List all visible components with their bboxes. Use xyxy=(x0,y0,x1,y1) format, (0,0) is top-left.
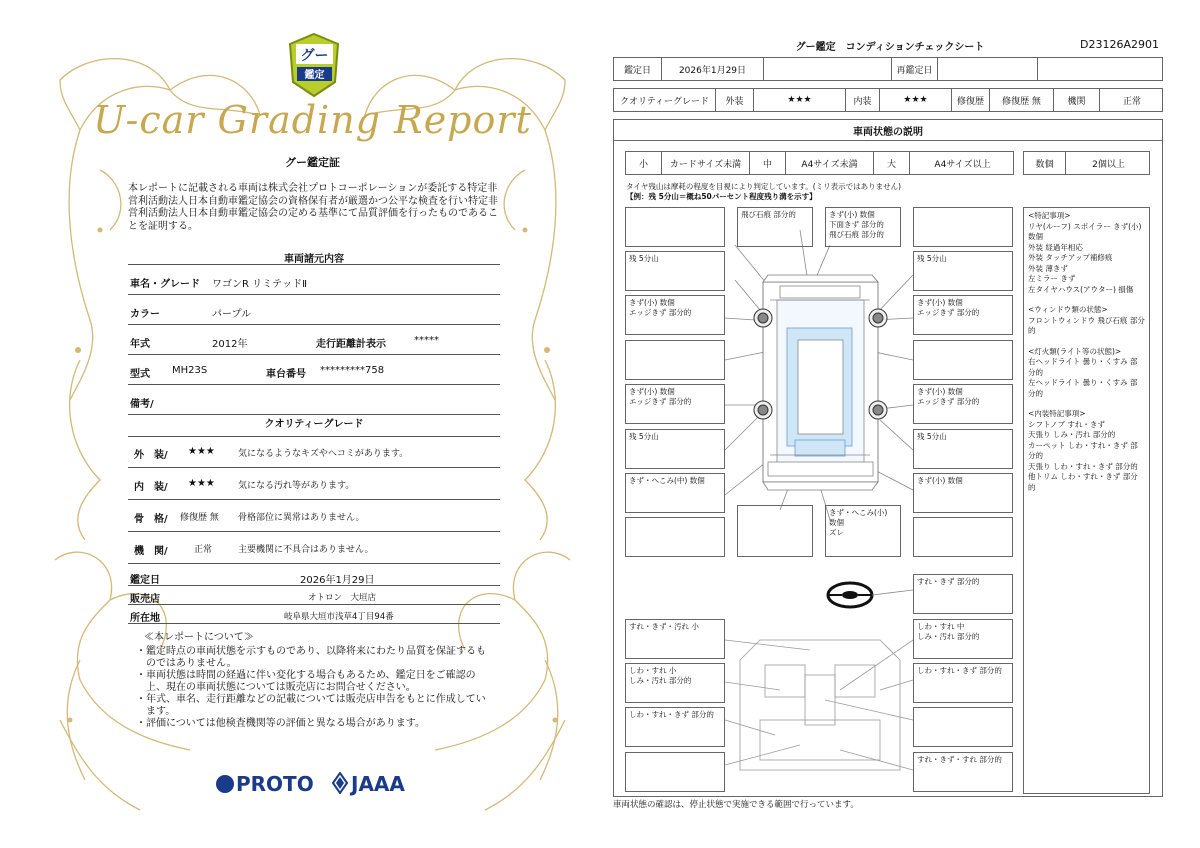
interior-box-right-3 xyxy=(913,707,1013,747)
interior-box-right-4: すれ・きず・すれ 部分的 xyxy=(913,752,1013,792)
interior-box-left-3: しわ・すれ・きず 部分的 xyxy=(625,707,725,747)
car-year: 2012年 xyxy=(212,339,248,350)
tire-note: タイヤ残山は摩耗の程度を目視により判定しています。(ミリ表示ではありません) xyxy=(626,182,902,191)
exterior-box-right-rear: きず(小) 数個 エッジきず 部分的 xyxy=(913,384,1013,424)
grading-certificate xyxy=(40,20,585,835)
car-model: MH23S xyxy=(172,365,208,376)
spec-row-year: 年式 2012年 走行距離計表示 ***** xyxy=(128,325,500,355)
proto-mark-icon xyxy=(216,775,234,793)
exterior-box-left-front: きず(小) 数個 エッジきず 部分的 xyxy=(625,295,725,335)
tire-rear-left: 残 5分山 xyxy=(625,429,725,469)
exterior-box-top-right xyxy=(913,207,1013,247)
exterior-box-left-rear: きず(小) 数個 エッジきず 部分的 xyxy=(625,384,725,424)
exterior-box-rear-window xyxy=(737,505,813,557)
interior-box-left-2: しわ・すれ 小 しみ・汚れ 部分的 xyxy=(625,663,725,703)
car-name: ワゴンR リミテッドⅡ xyxy=(212,279,308,290)
svg-text:鑑定: 鑑定 xyxy=(304,70,325,81)
dealer-row: 販売店 オトロン 大垣店 xyxy=(128,587,500,605)
exterior-box-front-windshield: 飛び石痕 部分的 xyxy=(737,207,813,247)
special-notes-box: <特記事項> リヤ(ルーフ) スポイラー きず(小) 数個 外装 経過年相応 外装 タッチアップ補修痕 外装 薄きず 左ミラー きず 左タイヤハウス(アウター) 損傷 <ウィンドウ類の状態> フロントウィンドウ 飛び石痕 部分的 <灯火類(ライト等の状態)> 右ヘッドライト 曇り・くすみ 部分的 左ヘッドライト 曇り・くすみ 部分的 <内装特記事項> シフトノブ すれ・きず 天張り しみ・汚れ 部分的 カーペット しわ・すれ・きず 部分的 天張り しわ・すれ・きず 部分的 他トリム しわ・すれ・きず 部分的 xyxy=(1023,207,1150,794)
exterior-box-front: きず(小) 数個 下面きず 部分的 飛び石痕 部分的 xyxy=(825,207,901,247)
exterior-box-right-bottom: きず(小) 数個 xyxy=(913,473,1013,513)
quality-row-interior: 内 装/ ★★★ 気になる汚れ等があります。 xyxy=(128,468,500,500)
quality-grade-table: クオリティーグレード 外装 ★★★ 内装 ★★★ 修復歴 修復歴 無 機関 正常 xyxy=(613,88,1163,112)
exterior-box-top-left xyxy=(625,207,725,247)
quality-row-engine: 機 関/ 正常 主要機関に不具合はありません。 xyxy=(128,532,500,564)
goo-kantei-logo xyxy=(287,32,342,100)
interior-box-steering: すれ・きず 部分的 xyxy=(913,574,1013,614)
car-color: パープル xyxy=(212,309,252,320)
document-id: D23126A2901 xyxy=(1080,38,1159,51)
inspection-date-value: 2026年1月29日 xyxy=(662,58,764,80)
condition-title: 車両状態の説明 xyxy=(853,127,923,138)
exterior-box-rear: きず・へこみ(小) 数個 ズレ xyxy=(825,505,901,557)
svg-text:グー: グー xyxy=(300,48,329,64)
certificate-intro: 本レポートに記載される車両は株式会社プロトコーポレーションが委託する特定非営利活動法人日本自動車鑑定協会の資格保有者が厳選かつ公平な検査を行い特定非営利活動法人日本自動車鑑定協会の定める基準にて品質評価を行ったものであることを証明する。 xyxy=(128,183,498,232)
dealer-name: オトロン 大垣店 xyxy=(308,593,377,603)
size-legend-table: 小 カードサイズ未満 中 A4サイズ未満 大 A4サイズ以上 xyxy=(625,151,1014,175)
spec-row-model: 型式 MH23S 車台番号 *********758 xyxy=(128,355,500,385)
sheet-footer: 車両状態の確認は、停止状態で実施できる範囲で行っています。 xyxy=(613,800,859,810)
inspection-date-row: 鑑定日 2026年1月29日 xyxy=(128,568,500,586)
proto-logo: PROTO xyxy=(216,772,314,796)
exterior-box-bottom-right xyxy=(913,517,1013,557)
car-chassis: *********758 xyxy=(320,365,385,376)
reinspection-date-value xyxy=(938,58,1038,80)
exterior-box-left-bottom: きず・へこみ(中) 数個 xyxy=(625,473,725,513)
exterior-box-right-mid xyxy=(913,340,1013,380)
sheet-header: グー鑑定 コンディションチェックシート xyxy=(795,42,985,53)
inspection-date-table: 鑑定日 2026年1月29日 再鑑定日 xyxy=(613,57,1163,81)
exterior-box-right-front: きず(小) 数個 エッジきず 部分的 xyxy=(913,295,1013,335)
interior-box-right-1: しわ・すれ 中 しみ・汚れ 部分的 xyxy=(913,619,1013,659)
spec-row-color: カラー パープル xyxy=(128,295,500,325)
jaaa-mark-icon xyxy=(332,772,348,794)
inspection-date: 2026年1月29日 xyxy=(300,575,375,586)
tire-front-left: 残 5分山 xyxy=(625,251,725,291)
tire-rear-right: 残 5分山 xyxy=(913,429,1013,469)
location-row: 所在地 岐阜県大垣市浅草4丁目94番 xyxy=(128,606,500,624)
interior-box-left-1: すれ・きず・汚れ 小 xyxy=(625,619,725,659)
certificate-title: グー鑑定証 xyxy=(285,156,340,169)
jaaa-logo: JAAA xyxy=(332,772,405,796)
quality-section-title: クオリティーグレード xyxy=(264,419,364,430)
interior-box-right-2: しわ・すれ・きず 部分的 xyxy=(913,663,1013,703)
report-script-title: U-car Grading Report xyxy=(93,98,532,142)
tire-example: 【例：残 5分山＝概ね50パーセント程度残り溝を示す】 xyxy=(626,192,817,201)
spec-section-title: 車両諸元内容 xyxy=(284,254,344,265)
car-mileage: ***** xyxy=(414,335,439,346)
dealer-address: 岐阜県大垣市浅草4丁目94番 xyxy=(284,612,394,622)
spec-row-name: 車名・グレード ワゴンR リミテッドⅡ xyxy=(128,265,500,295)
interior-box-left-4 xyxy=(625,752,725,792)
tire-front-right: 残 5分山 xyxy=(913,251,1013,291)
condition-check-sheet xyxy=(600,0,1180,848)
quality-row-exterior: 外 装/ ★★★ 気になるようなキズやヘコミがあります。 xyxy=(128,436,500,468)
count-legend-table: 数個 2個以上 xyxy=(1023,151,1150,175)
exterior-box-bottom-left xyxy=(625,517,725,557)
report-notes: ≪本レポートについて≫ ・鑑定時点の車両状態を示すものであり、以降将来にわたり品質を保証するものではありません。 ・車両状態は時間の経過に伴い変化する場合もあるため、鑑定日をご確認の上、現在の車両状態については販売店にお問合せください。 ・年式、車名、走行距離などの記載については販売店申告をもとに作成しています。 ・評価については他検査機関等の評価と異なる場合があります。 xyxy=(136,632,486,729)
divider xyxy=(613,140,1163,141)
exterior-box-left-mid xyxy=(625,340,725,380)
quality-row-frame: 骨 格/ 修復歴 無 骨格部位に異常はありません。 xyxy=(128,500,500,532)
spec-row-remarks: 備考/ xyxy=(128,385,500,415)
